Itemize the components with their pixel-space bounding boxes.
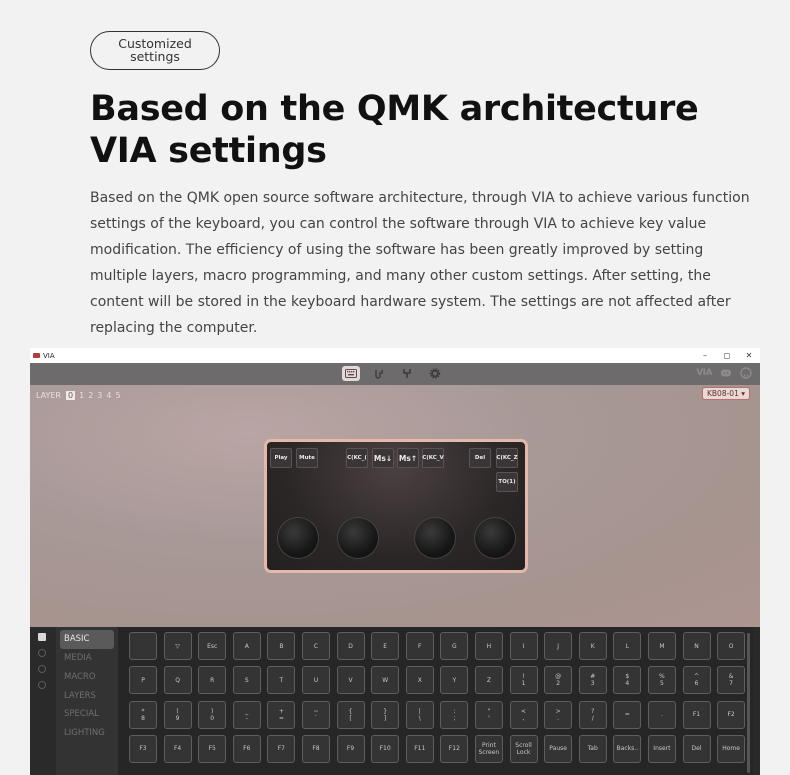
keycode-key[interactable]: N	[683, 632, 711, 660]
layer-3[interactable]: 3	[97, 391, 103, 400]
device-key-paste[interactable]: C(KC_V	[422, 448, 444, 468]
keycode-key[interactable]: O	[717, 632, 745, 660]
keycode-key[interactable]: J	[544, 632, 572, 660]
keyboard-tab-icon[interactable]	[342, 366, 360, 381]
category-media[interactable]: MEDIA	[64, 653, 92, 664]
category-basic[interactable]: BASIC	[60, 630, 114, 649]
keycode-panel	[30, 627, 760, 775]
keycode-key[interactable]: # 3	[579, 666, 607, 694]
keycode-key[interactable]: F8	[302, 735, 330, 763]
via-brand-text: VIA	[696, 368, 712, 378]
keycode-key[interactable]: + =	[267, 701, 295, 729]
keycode-key[interactable]: ? /	[579, 701, 607, 729]
settings-gear-icon[interactable]	[426, 366, 444, 381]
keycode-key[interactable]: X	[406, 666, 434, 694]
via-app-window	[30, 348, 760, 775]
keycode-key[interactable]: F10	[371, 735, 399, 763]
keycode-key[interactable]: ( 9	[164, 701, 192, 729]
keycode-key[interactable]: =	[613, 701, 641, 729]
layer-label: LAYER	[36, 391, 61, 400]
knob-2[interactable]	[337, 517, 379, 559]
keycode-key[interactable]: Scroll Lock	[510, 735, 538, 763]
via-logo-icon	[33, 353, 40, 358]
category-lighting[interactable]: LIGHTING	[64, 728, 105, 739]
keycode-grid-panel	[118, 627, 753, 775]
keycode-key[interactable]: Insert	[648, 735, 676, 763]
headline	[90, 88, 698, 172]
keycode-key[interactable]: | \	[406, 701, 434, 729]
keycode-key[interactable]: F3	[129, 735, 157, 763]
keycode-key[interactable]: W	[371, 666, 399, 694]
device-key-play[interactable]: Play	[270, 448, 292, 468]
device-key-del[interactable]: Del	[469, 448, 491, 468]
keycode-key[interactable]: & 7	[717, 666, 745, 694]
knob-4[interactable]	[474, 517, 516, 559]
keycode-key[interactable]: : ;	[440, 701, 468, 729]
keycode-key[interactable]: F5	[198, 735, 226, 763]
keycode-key[interactable]: _ -	[233, 701, 261, 729]
layer-selector	[36, 391, 121, 400]
lock-menu-icon[interactable]	[38, 665, 46, 673]
github-icon[interactable]	[740, 367, 752, 379]
layer-2[interactable]: 2	[88, 391, 94, 400]
keys-menu-icon[interactable]	[38, 633, 46, 641]
keycode-key[interactable]: ! 1	[510, 666, 538, 694]
keycode-key[interactable]: B	[267, 632, 295, 660]
keycode-key[interactable]: Print Screen	[475, 735, 503, 763]
description: Based on the QMK open source software architecture, through VIA to achieve various function settings of the keyboard, you can control the software through VIA to achieve key value modification. The efficiency of using the software has been greatly improved by setting multiple layers, macro programming, and many other custom settings. After setting, the content will be stored in the keyboard hardware system. The settings are not affected after replacing the computer.	[90, 190, 750, 336]
category-special[interactable]: SPECIAL	[64, 709, 99, 720]
keycode-key[interactable]: .	[648, 701, 676, 729]
keycode-key[interactable]: { [	[337, 701, 365, 729]
keyboard-stage	[30, 385, 760, 627]
keycode-key[interactable]: * 8	[129, 701, 157, 729]
keycode-key[interactable]: ▽	[164, 632, 192, 660]
keycode-key[interactable]: % 5	[648, 666, 676, 694]
keycode-key[interactable]: G	[440, 632, 468, 660]
device-key-ms-down[interactable]: Ms↓	[372, 448, 394, 468]
test-tab-icon[interactable]	[398, 366, 416, 381]
knob-1[interactable]	[277, 517, 319, 559]
keycode-key[interactable]: ^ 6	[683, 666, 711, 694]
keycode-key[interactable]: F6	[233, 735, 261, 763]
keycode-grid	[129, 632, 745, 763]
keycode-key[interactable]: Home	[717, 735, 745, 763]
minimize-button[interactable]: –	[703, 351, 707, 360]
close-button[interactable]: ✕	[745, 351, 753, 360]
device-key-ms-up[interactable]: Ms↑	[397, 448, 419, 468]
chevron-down-icon: ▾	[741, 389, 745, 398]
keycode-key[interactable]: Tab	[579, 735, 607, 763]
layer-1[interactable]: 1	[79, 391, 85, 400]
keycode-key[interactable]: A	[233, 632, 261, 660]
keycode-key[interactable]: Q	[164, 666, 192, 694]
keycode-key[interactable]: F	[406, 632, 434, 660]
keycode-key[interactable]: M	[648, 632, 676, 660]
window-controls	[694, 351, 760, 360]
layer-0[interactable]: 0	[68, 391, 74, 400]
configure-tab-icon[interactable]	[370, 366, 388, 381]
keycode-key[interactable]: F7	[267, 735, 295, 763]
keycode-key[interactable]: I	[510, 632, 538, 660]
target-menu-icon[interactable]	[38, 649, 46, 657]
keycode-key[interactable]: " '	[475, 701, 503, 729]
discord-icon[interactable]	[720, 367, 732, 379]
keycode-key[interactable]: H	[475, 632, 503, 660]
layer-5[interactable]: 5	[115, 391, 121, 400]
window-title: VIA	[43, 351, 55, 360]
keycode-key[interactable]: S	[233, 666, 261, 694]
keycode-key[interactable]: U	[302, 666, 330, 694]
keycode-key[interactable]: R	[198, 666, 226, 694]
device-key-undo[interactable]: C(KC_Z	[496, 448, 518, 468]
keycode-key[interactable]	[129, 632, 157, 660]
keycode-key[interactable]: F4	[164, 735, 192, 763]
keycode-key[interactable]: F11	[406, 735, 434, 763]
keyboard-select-dropdown[interactable]	[702, 387, 750, 400]
keycode-key[interactable]: K	[579, 632, 607, 660]
device-key-copy[interactable]: C(KC_(	[346, 448, 368, 468]
keycode-key[interactable]: ) 0	[198, 701, 226, 729]
keycode-key[interactable]: Esc	[198, 632, 226, 660]
keycode-key[interactable]: F12	[440, 735, 468, 763]
keycode-key[interactable]: T	[267, 666, 295, 694]
headline-line-2: VIA settings	[90, 131, 327, 171]
keycode-key[interactable]: V	[337, 666, 365, 694]
customized-settings-badge: Customized settings	[90, 31, 220, 70]
keycode-key[interactable]: L	[613, 632, 641, 660]
keycode-key[interactable]: < ,	[510, 701, 538, 729]
keycode-key[interactable]: F1	[683, 701, 711, 729]
keycode-key[interactable]: @ 2	[544, 666, 572, 694]
maximize-button[interactable]: ◻	[723, 351, 731, 360]
keycode-key[interactable]: ~ `	[302, 701, 330, 729]
keyboard-select-value: KB08-01	[706, 389, 739, 398]
keycode-key[interactable]: D	[337, 632, 365, 660]
headline-line-1: Based on the QMK architecture	[90, 89, 699, 129]
category-layers[interactable]: LAYERS	[64, 690, 96, 701]
scrollbar[interactable]	[747, 633, 750, 773]
bulb-menu-icon[interactable]	[38, 681, 46, 689]
toolbar	[30, 363, 760, 385]
keycode-key[interactable]: Pause	[544, 735, 572, 763]
keycode-key[interactable]: $ 4	[613, 666, 641, 694]
keycode-key[interactable]: } ]	[371, 701, 399, 729]
category-macro[interactable]: MACRO	[64, 671, 96, 682]
keycode-key[interactable]: Y	[440, 666, 468, 694]
keycode-key[interactable]: C	[302, 632, 330, 660]
keycode-key[interactable]: Backs..	[613, 735, 641, 763]
keycode-key[interactable]: P	[129, 666, 157, 694]
keycode-key[interactable]: Z	[475, 666, 503, 694]
keycode-category-list	[56, 627, 118, 775]
knob-3[interactable]	[414, 517, 456, 559]
device-key-to1[interactable]: TO(1)	[496, 472, 518, 492]
keycode-key[interactable]: F9	[337, 735, 365, 763]
keycode-key[interactable]: Del	[683, 735, 711, 763]
side-menu	[35, 633, 49, 689]
keycode-key[interactable]: > .	[544, 701, 572, 729]
title-bar	[30, 348, 760, 363]
keycode-key[interactable]: F2	[717, 701, 745, 729]
macropad-device	[264, 439, 528, 573]
layer-4[interactable]: 4	[106, 391, 112, 400]
keycode-key[interactable]: E	[371, 632, 399, 660]
device-key-mute[interactable]: Mute	[296, 448, 318, 468]
